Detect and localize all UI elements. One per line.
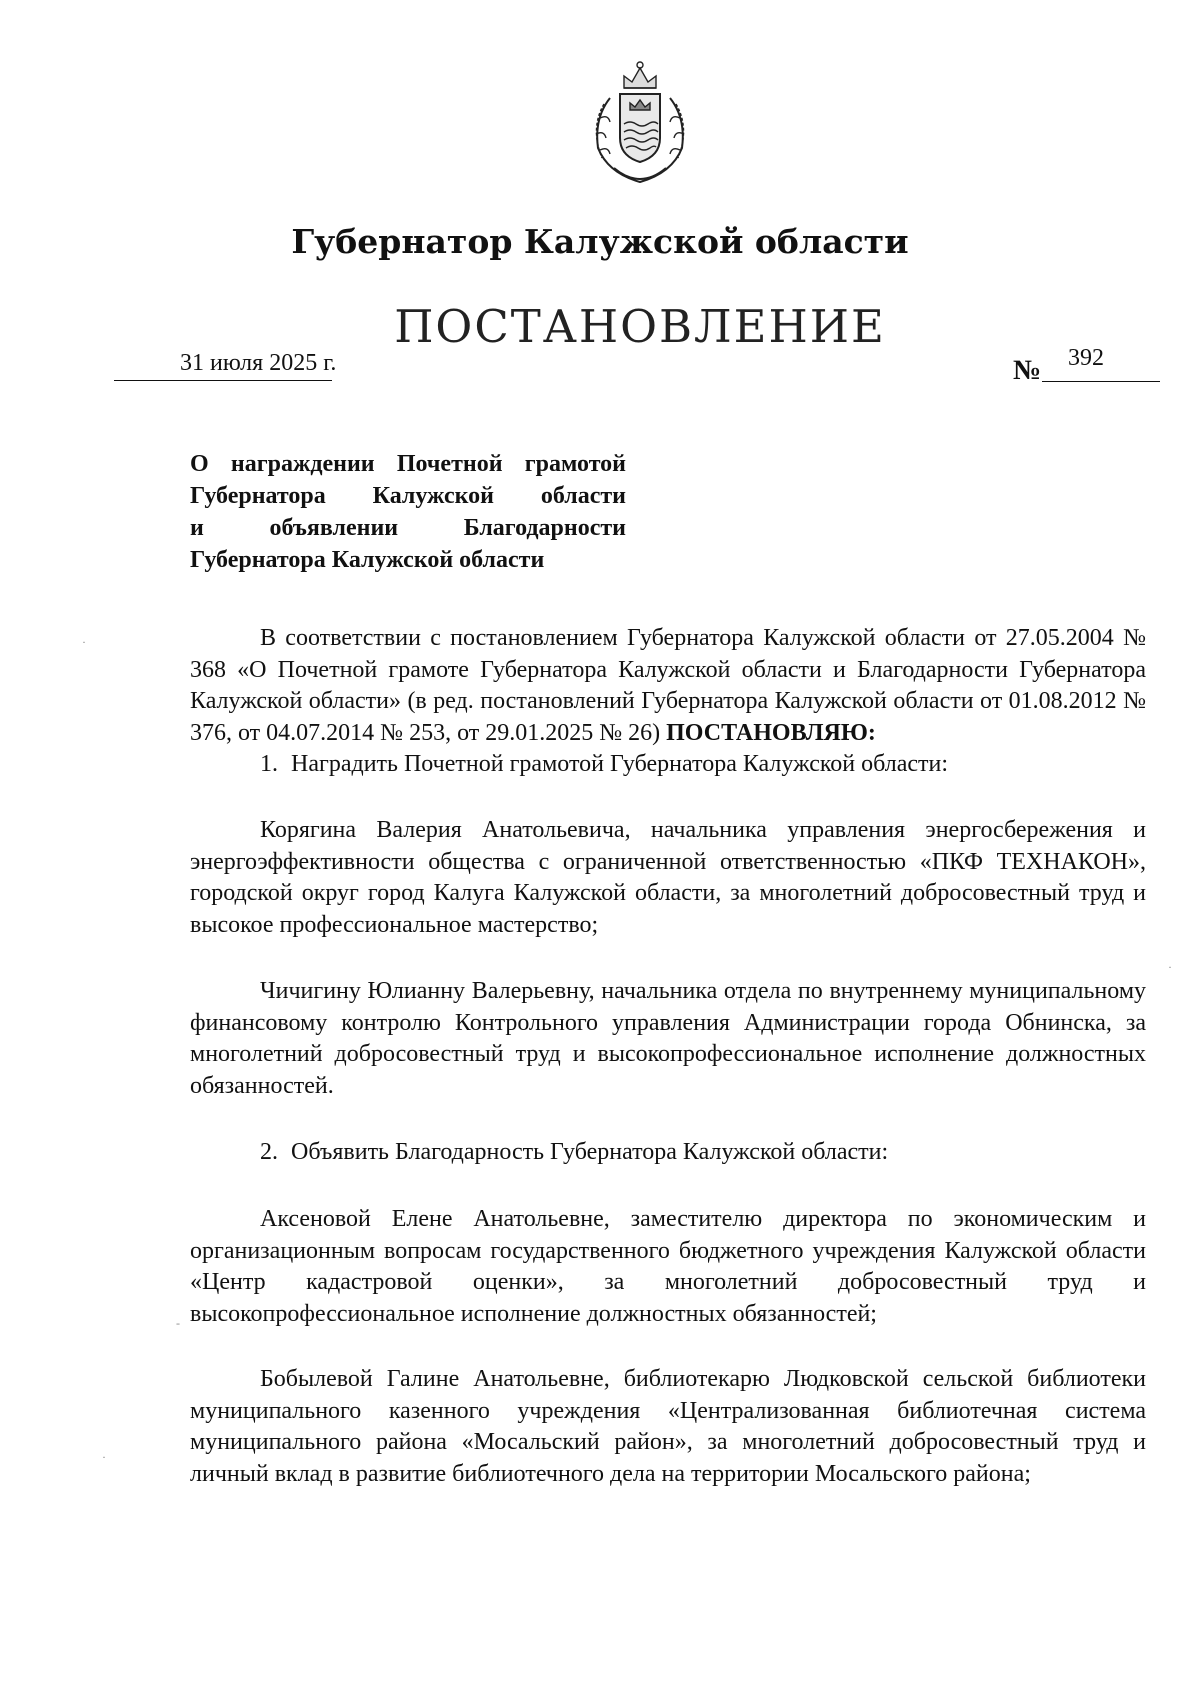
date-underline xyxy=(114,380,332,381)
award-entry-text: Чичигину Юлианну Валерьевну, начальника отдела по внутреннему муниципальному финансовому контролю Контрольного управления Администрации города Обнинска, за многолетний добросовестный труд и высокопрофессиональное исполнение должностных обязанностей. xyxy=(190,978,1146,1099)
preamble-paragraph xyxy=(190,623,1146,749)
item-1-title: Наградить Почетной грамотой Губернатора Калужской области: xyxy=(291,751,949,777)
gratitude-entry xyxy=(190,1204,1146,1330)
subject-line: Губернатора Калужской области xyxy=(190,547,545,573)
item-1-number: 1. xyxy=(260,751,278,777)
issuing-authority: Губернатор Калужской области xyxy=(291,222,909,261)
scan-speck: · xyxy=(1168,960,1172,974)
subject-line: и объявлении Благодарности xyxy=(190,515,626,541)
item-1-heading xyxy=(190,749,1146,781)
subject-line: Губернатора Калужской области xyxy=(190,483,626,509)
award-entry xyxy=(190,976,1146,1102)
subject-line: О награждении Почетной грамотой xyxy=(190,451,626,477)
document-subject xyxy=(190,448,626,576)
coat-of-arms-icon xyxy=(580,58,700,188)
item-2-heading xyxy=(190,1137,1146,1169)
scan-speck: · xyxy=(102,1450,106,1464)
number-underline xyxy=(1042,381,1160,382)
document-type: ПОСТАНОВЛЕНИЕ xyxy=(394,300,886,353)
item-2-title: Объявить Благодарность Губернатора Калужской области: xyxy=(291,1139,889,1165)
resolve-word: ПОСТАНОВЛЯЮ: xyxy=(666,719,876,746)
item-2-number: 2. xyxy=(260,1139,278,1165)
award-entry xyxy=(190,815,1146,941)
document-date: 31 июля 2025 г. xyxy=(180,350,337,376)
scan-speck: · xyxy=(82,635,86,649)
award-entry-text: Корягина Валерия Анатольевича, начальника управления энергосбережения и энергоэффективности общества с ограниченной ответственностью «ПКФ ТЕХНАКОН», городской округ город Калуга Калужской области, за многолетний добросовестный труд и высокое профессиональное мастерство; xyxy=(190,817,1146,938)
gratitude-entry-text: Бобылевой Галине Анатольевне, библиотекарю Людковской сельской библиотеки муниципального казенного учреждения «Централизованная библиотечная система муниципального района «Мосальский район», за многолетний добросовестный труд и личный вклад в развитие библиотечного дела на территории Мосальского района; xyxy=(190,1366,1146,1487)
gratitude-entry xyxy=(190,1364,1146,1490)
preamble-text: В соответствии с постановлением Губернатора Калужской области от 27.05.2004 № 368 «О Почетной грамоте Губернатора Калужской области и Благодарности Губернатора Калужской области» (в ред. постановлений Губернатора Калужской области от 01.08.2012 № 376, от 04.07.2014 № 253, от 29.01.2025 № 26) xyxy=(190,625,1146,746)
document-number: 392 xyxy=(1068,345,1104,371)
number-sign: № xyxy=(1013,355,1042,386)
gratitude-entry-text: Аксеновой Елене Анатольевне, заместителю директора по экономическим и организационным вопросам государственного бюджетного учреждения Калужской области «Центр кадастровой оценки», за многолетний добросовестный труд и высокопрофессиональное исполнение должностных обязанностей; xyxy=(190,1206,1146,1327)
scan-speck: - xyxy=(176,1316,180,1330)
preamble-block xyxy=(190,623,1146,781)
